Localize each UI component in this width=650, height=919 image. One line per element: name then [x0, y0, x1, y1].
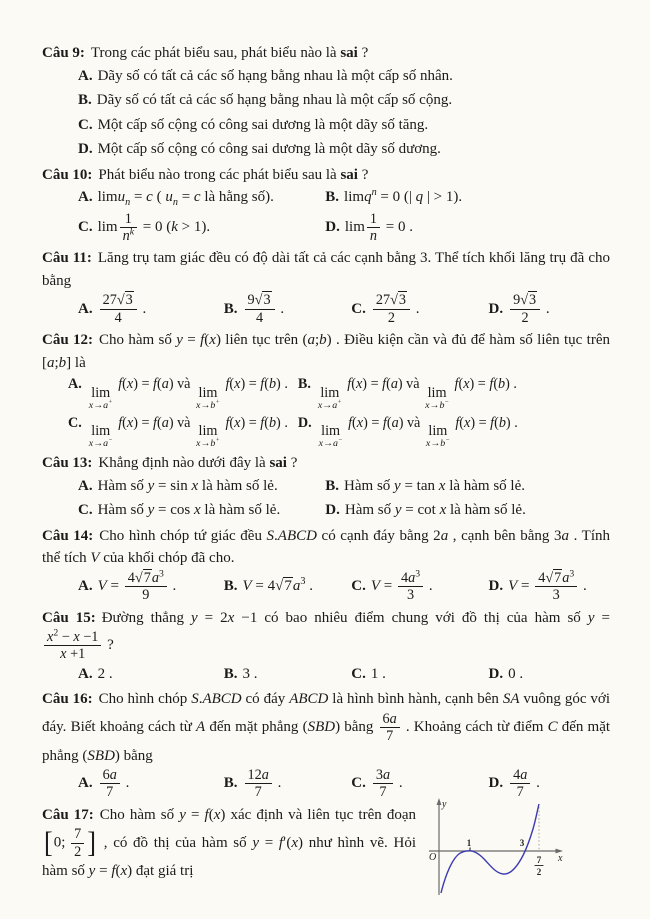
fprime-graph-svg [426, 796, 610, 900]
question-13 [42, 452, 610, 522]
question-15-options [78, 663, 610, 686]
question-11-options [78, 292, 610, 326]
option-a: A. $\frac{27√3}{4}$ . [78, 292, 147, 326]
question-15 [42, 607, 610, 686]
option-d: D. 0 . [488, 665, 524, 682]
option-c: C. V = $\frac{4a^3}{3}$ . [351, 568, 433, 604]
option-b: B. Hàm số y = tan x là hàm số lẻ. [325, 477, 526, 494]
question-9-options [78, 65, 610, 161]
question-10-label: Câu 10: [42, 166, 93, 183]
origin-label: O [429, 851, 437, 863]
question-15-text: Đường thẳng y = 2x −1 có bao nhiêu điểm chung với đồ thị của hàm số y = $\frac{x^2 - x -1}{x +1}$ ? [42, 610, 610, 654]
question-11-label: Câu 11: [42, 250, 92, 267]
tick-7-2-denominator: 2 [536, 866, 542, 877]
x-axis-label: x [558, 852, 563, 864]
y-axis-label: y [442, 798, 447, 810]
option-b: B. lim x→a+ f(x) = f(a) và lim x→b− f(x) = f(b) . [297, 376, 517, 411]
fprime-curve [441, 804, 539, 893]
question-17-text: Cho hàm số y = f(x) xác định và liên tục trên đoạn [ 0; $\frac{7}{2}$ ] , có đồ thị của hàm số y = f′(x) như hình vẽ. Hỏi hàm số y = f(x) đạt giá trị [42, 806, 416, 880]
option-a: A. Dãy số có tất cả các số hạng bằng nhau là một cấp số nhân. [78, 67, 453, 84]
option-c: C. Hàm số y = cos x là hàm số lẻ. [78, 502, 281, 519]
question-14-label: Câu 14: [42, 527, 94, 544]
tick-3-label: 3 [519, 837, 525, 848]
fprime-graph [426, 796, 610, 908]
question-9-label: Câu 9: [42, 45, 85, 61]
question-16-text: Cho hình chóp S.ABCD có đáy ABCD là hình bình hành, cạnh bên SA vuông góc với đáy. Biết khoảng cách từ A đến mặt phẳng (SBD) bằng $\frac{6a}{7}$ . Khoảng cách từ điểm C đến mặt phẳng (SBD) bằng [42, 691, 611, 764]
question-13-text: Khẳng định nào dưới đây là sai ? [98, 455, 298, 472]
option-d: D. V = $\frac{4√7a^3}{3}$ . [488, 568, 587, 604]
question-10-text: Phát biểu nào trong các phát biểu sau là sai ? [98, 166, 369, 183]
question-10 [42, 164, 610, 245]
question-9-text: Trong các phát biểu sau, phát biểu nào là sai ? [90, 45, 369, 61]
option-c: C. Một cấp số cộng có công sai dương là một dãy số tăng. [78, 116, 429, 133]
option-b: B. $\frac{9√3}{4}$ . [223, 292, 285, 326]
option-a: A. $\frac{6a}{7}$ . [78, 767, 130, 801]
option-c: C. lim x→a− f(x) = f(a) và lim x→b+ f(x) = f(b) . [68, 414, 288, 450]
option-d: D. $\frac{9√3}{2}$ . [488, 292, 550, 326]
option-a: A. lim x→a+ f(x) = f(a) và lim x→b+ f(x) = f(b) . [68, 376, 288, 411]
option-c: C. lim $\frac{1}{n^k}$ = 0 (k > 1). [78, 210, 211, 244]
question-10-options [78, 186, 610, 244]
question-14-text: Cho hình chóp tứ giác đều S.ABCD có cạnh đáy bằng 2a , cạnh bên bằng 3a . Tính thể tích V của khối chóp đã cho. [42, 527, 610, 567]
option-d: D. lim $\frac{1}{n}$ = 0 . [325, 210, 413, 244]
question-16-options [78, 767, 610, 801]
question-16-label: Câu 16: [42, 691, 93, 708]
option-b: B. Dãy số có tất cả các số hạng bằng nhau là một cấp số cộng. [78, 92, 453, 108]
question-15-label: Câu 15: [42, 609, 96, 626]
option-b: B. limq$^n$ = 0 (| q | > 1). [325, 187, 463, 205]
option-d: D. lim x→a− f(x) = f(a) và lim x→b− f(x) = f(b) . [297, 414, 518, 450]
option-a: A. 2 . [78, 665, 113, 682]
question-12-text: Cho hàm số y = f(x) liên tục trên (a;b) . Điều kiện cần và đủ để hàm số liên tục trên [a;b] là [42, 332, 610, 371]
option-a: A. limu$_n$ = c ( $u_n = c$ là hằng số). [78, 189, 274, 208]
question-9 [42, 42, 610, 161]
option-a: A. V = $\frac{4√7a^3}{9}$ . [78, 568, 177, 604]
option-d: D. Hàm số y = cot x là hàm số lẻ. [325, 502, 526, 519]
question-12-options [68, 374, 610, 449]
option-b: B. 3 . [223, 665, 258, 682]
question-11-text: Lăng trụ tam giác đều có độ dài tất cả các cạnh bằng 3. Thể tích khối lăng trụ đã cho bằng [42, 250, 610, 289]
question-12 [42, 329, 610, 449]
option-b: B. $V = 4√7a^3$ . [223, 576, 313, 595]
question-13-options [78, 475, 610, 522]
option-d: D. $\frac{4a}{7}$ . [488, 767, 540, 801]
question-13-label: Câu 13: [42, 455, 93, 472]
option-c: C. $\frac{27√3}{2}$ . [351, 292, 420, 326]
tick-1-label: 1 [466, 837, 472, 848]
option-b: B. $\frac{12a}{7}$ . [223, 767, 282, 801]
option-d: D. Một cấp số cộng có công sai dương là một dãy số dương. [78, 141, 441, 157]
question-14-options [78, 570, 610, 604]
question-12-label: Câu 12: [42, 332, 94, 348]
question-14 [42, 525, 610, 604]
option-c: C. $\frac{3a}{7}$ . [351, 767, 403, 801]
question-17 [42, 798, 610, 883]
option-c: C. 1 . [351, 665, 386, 682]
tick-7-2-numerator: 7 [536, 854, 542, 865]
question-11 [42, 247, 610, 326]
question-16 [42, 688, 610, 801]
question-17-label: Câu 17: [42, 806, 94, 823]
option-a: A. Hàm số y = sin x là hàm số lẻ. [78, 477, 278, 494]
